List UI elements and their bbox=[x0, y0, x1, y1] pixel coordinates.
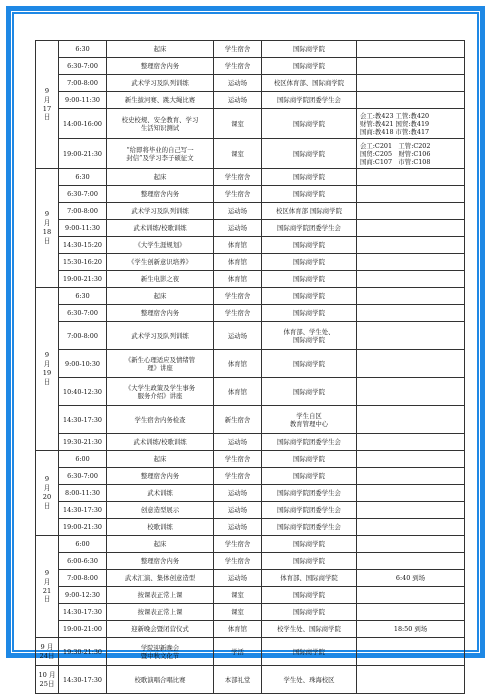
activity-cell: 武术训练/校歌训练 bbox=[107, 434, 214, 451]
table-row bbox=[36, 378, 465, 406]
activity-cell: 《大学生政策及学生事务 服务介绍》讲座 bbox=[107, 378, 214, 406]
time-cell: 6:30-7:00 bbox=[59, 305, 107, 322]
table-row bbox=[36, 203, 465, 220]
note-cell bbox=[357, 468, 465, 485]
table-row bbox=[36, 587, 465, 604]
time-cell: 6:30-7:00 bbox=[59, 468, 107, 485]
note-cell: 6:40 到场 bbox=[357, 570, 465, 587]
schedule-table bbox=[35, 40, 465, 694]
organizer-cell: 体育部、学生处、 国际商学院 bbox=[262, 322, 357, 350]
activity-cell: 《大学生涯规划》 bbox=[107, 237, 214, 254]
venue-cell: 课室 bbox=[214, 604, 262, 621]
organizer-cell: 国际商学院团委学生会 bbox=[262, 220, 357, 237]
time-cell: 14:30-17:30 bbox=[59, 406, 107, 434]
time-cell: 7:00-8:00 bbox=[59, 322, 107, 350]
organizer-cell: 国际商学院 bbox=[262, 254, 357, 271]
table-row bbox=[36, 220, 465, 237]
table-row bbox=[36, 305, 465, 322]
time-cell: 19:30-21:30 bbox=[59, 434, 107, 451]
activity-cell: 整理宿舍内务 bbox=[107, 58, 214, 75]
table-row bbox=[36, 519, 465, 536]
organizer-cell: 国际商学院 bbox=[262, 139, 357, 169]
activity-cell: 武术学习及队列训练 bbox=[107, 322, 214, 350]
time-cell: 7:00-8:00 bbox=[59, 570, 107, 587]
time-cell: 14:30-17:30 bbox=[59, 502, 107, 519]
note-cell bbox=[357, 169, 465, 186]
time-cell: 8:00-11:30 bbox=[59, 485, 107, 502]
time-cell: 7:00-8:00 bbox=[59, 75, 107, 92]
organizer-cell: 国际商学院团委学生会 bbox=[262, 502, 357, 519]
organizer-cell: 国际商学院 bbox=[262, 237, 357, 254]
note-cell bbox=[357, 604, 465, 621]
organizer-cell: 学生处、珠海校区 bbox=[262, 666, 357, 694]
table-row bbox=[36, 288, 465, 305]
activity-cell: 武术学习及队列训练 bbox=[107, 203, 214, 220]
organizer-cell: 国际商学院 bbox=[262, 58, 357, 75]
activity-cell: 学生宿舍内务检查 bbox=[107, 406, 214, 434]
activity-cell: 整理宿舍内务 bbox=[107, 468, 214, 485]
table-row bbox=[36, 638, 465, 666]
activity-cell: “给即将毕业的自己写一 封信”及学习李子硕征文 bbox=[107, 139, 214, 169]
venue-cell: 新生宿舍 bbox=[214, 406, 262, 434]
venue-cell: 学生宿舍 bbox=[214, 536, 262, 553]
time-cell: 19:00-21:30 bbox=[59, 271, 107, 288]
table-row bbox=[36, 75, 465, 92]
time-cell: 19:30-21:30 bbox=[59, 638, 107, 666]
note-cell bbox=[357, 434, 465, 451]
note-cell bbox=[357, 587, 465, 604]
table-row bbox=[36, 186, 465, 203]
time-cell: 10:40-12:30 bbox=[59, 378, 107, 406]
venue-cell: 学生宿舍 bbox=[214, 41, 262, 58]
note-cell bbox=[357, 638, 465, 666]
table-row bbox=[36, 406, 465, 434]
activity-cell: 整理宿舍内务 bbox=[107, 553, 214, 570]
note-cell bbox=[357, 666, 465, 694]
table-row bbox=[36, 322, 465, 350]
note-cell bbox=[357, 92, 465, 109]
venue-cell: 体育馆 bbox=[214, 378, 262, 406]
note-cell bbox=[357, 75, 465, 92]
activity-cell: 《新生心理适应及情绪管 理》讲座 bbox=[107, 350, 214, 378]
note-cell bbox=[357, 406, 465, 434]
organizer-cell: 校学生处、国际商学院 bbox=[262, 621, 357, 638]
time-cell: 9:00-11:30 bbox=[59, 220, 107, 237]
organizer-cell: 国际商学院团委学生会 bbox=[262, 92, 357, 109]
note-cell bbox=[357, 536, 465, 553]
time-cell: 14:30-15:20 bbox=[59, 237, 107, 254]
time-cell: 19:00-21:30 bbox=[59, 139, 107, 169]
organizer-cell: 国际商学院 bbox=[262, 271, 357, 288]
organizer-cell: 国际商学院 bbox=[262, 288, 357, 305]
table-row bbox=[36, 502, 465, 519]
venue-cell: 学生宿舍 bbox=[214, 58, 262, 75]
activity-cell: 起床 bbox=[107, 41, 214, 58]
table-row bbox=[36, 41, 465, 58]
venue-cell: 学生宿舍 bbox=[214, 186, 262, 203]
time-cell: 9:00-12:30 bbox=[59, 587, 107, 604]
time-cell: 15:30-16:20 bbox=[59, 254, 107, 271]
note-cell bbox=[357, 451, 465, 468]
organizer-cell: 国际商学院 bbox=[262, 587, 357, 604]
activity-cell: 新生电影之夜 bbox=[107, 271, 214, 288]
date-cell: 10 月 25日 bbox=[36, 666, 59, 694]
activity-cell: 整理宿舍内务 bbox=[107, 305, 214, 322]
date-cell: 9 月 21 日 bbox=[36, 536, 59, 638]
activity-cell: 武术训练/校歌训练 bbox=[107, 220, 214, 237]
venue-cell: 体育馆 bbox=[214, 621, 262, 638]
time-cell: 19:00-21:30 bbox=[59, 519, 107, 536]
organizer-cell: 国际商学院 bbox=[262, 41, 357, 58]
activity-cell: 起床 bbox=[107, 169, 214, 186]
organizer-cell: 学生自区 教育管理中心 bbox=[262, 406, 357, 434]
organizer-cell: 国际商学院 bbox=[262, 109, 357, 139]
activity-cell: 学院迎新晚会 暨中秋文化节 bbox=[107, 638, 214, 666]
activity-cell: 武术学习及队列训练 bbox=[107, 75, 214, 92]
date-cell: 9 月 18 日 bbox=[36, 169, 59, 288]
schedule-body bbox=[36, 41, 465, 694]
activity-cell: 校歌训练 bbox=[107, 519, 214, 536]
note-cell bbox=[357, 220, 465, 237]
date-cell: 9 月 19 日 bbox=[36, 288, 59, 451]
note-cell: 18:50 到场 bbox=[357, 621, 465, 638]
note-cell bbox=[357, 288, 465, 305]
time-cell: 9:00-11:30 bbox=[59, 92, 107, 109]
table-row bbox=[36, 553, 465, 570]
note-cell bbox=[357, 237, 465, 254]
note-cell bbox=[357, 41, 465, 58]
organizer-cell: 校区体育部 国际商学院 bbox=[262, 203, 357, 220]
time-cell: 14:00-16:00 bbox=[59, 109, 107, 139]
note-cell bbox=[357, 58, 465, 75]
activity-cell: 校史校规、安全教育、学习 生活知识测试 bbox=[107, 109, 214, 139]
organizer-cell: 国际商学院 bbox=[262, 536, 357, 553]
organizer-cell: 国际商学院 bbox=[262, 604, 357, 621]
organizer-cell: 国际商学院 bbox=[262, 451, 357, 468]
venue-cell: 运动场 bbox=[214, 322, 262, 350]
activity-cell: 武术训练 bbox=[107, 485, 214, 502]
table-row bbox=[36, 570, 465, 587]
organizer-cell: 国际商学院团委学生会 bbox=[262, 519, 357, 536]
table-row bbox=[36, 109, 465, 139]
venue-cell: 学生宿舍 bbox=[214, 468, 262, 485]
venue-cell: 学生宿舍 bbox=[214, 169, 262, 186]
venue-cell: 学生宿舍 bbox=[214, 451, 262, 468]
activity-cell: 起床 bbox=[107, 288, 214, 305]
venue-cell: 课室 bbox=[214, 109, 262, 139]
time-cell: 14:30-17:30 bbox=[59, 666, 107, 694]
venue-cell: 学生宿舍 bbox=[214, 305, 262, 322]
venue-cell: 运动场 bbox=[214, 570, 262, 587]
table-row bbox=[36, 169, 465, 186]
time-cell: 6:30 bbox=[59, 41, 107, 58]
activity-cell: 校歌演唱合唱比赛 bbox=[107, 666, 214, 694]
venue-cell: 运动场 bbox=[214, 75, 262, 92]
note-cell bbox=[357, 203, 465, 220]
time-cell: 6:30-7:00 bbox=[59, 58, 107, 75]
table-row bbox=[36, 666, 465, 694]
time-cell: 6:30-7:00 bbox=[59, 186, 107, 203]
note-cell bbox=[357, 254, 465, 271]
time-cell: 9:00-10:30 bbox=[59, 350, 107, 378]
time-cell: 6:00 bbox=[59, 536, 107, 553]
note-cell: 会工:C201 工管:C202 国贸:C205 财管:C106 国商:C107 市管:C108 bbox=[357, 139, 465, 169]
note-cell bbox=[357, 378, 465, 406]
venue-cell: 体育馆 bbox=[214, 237, 262, 254]
table-row bbox=[36, 621, 465, 638]
table-row bbox=[36, 536, 465, 553]
venue-cell: 课室 bbox=[214, 139, 262, 169]
note-cell bbox=[357, 519, 465, 536]
activity-cell: 新生拔河赛、跳大绳比赛 bbox=[107, 92, 214, 109]
organizer-cell: 国际商学院 bbox=[262, 169, 357, 186]
organizer-cell: 校区体育部、国际商学院 bbox=[262, 75, 357, 92]
organizer-cell: 国际商学院 bbox=[262, 350, 357, 378]
note-cell bbox=[357, 485, 465, 502]
venue-cell: 运动场 bbox=[214, 220, 262, 237]
activity-cell: 起床 bbox=[107, 451, 214, 468]
activity-cell: 起床 bbox=[107, 536, 214, 553]
activity-cell: 创意造型展示 bbox=[107, 502, 214, 519]
activity-cell: 武术汇演、集体创意造型 bbox=[107, 570, 214, 587]
date-cell: 9 月 20 日 bbox=[36, 451, 59, 536]
venue-cell: 学生宿舍 bbox=[214, 288, 262, 305]
table-row bbox=[36, 604, 465, 621]
venue-cell: 运动场 bbox=[214, 203, 262, 220]
note-cell bbox=[357, 271, 465, 288]
organizer-cell: 国际商学院 bbox=[262, 553, 357, 570]
table-row bbox=[36, 434, 465, 451]
note-cell bbox=[357, 186, 465, 203]
venue-cell: 学活 bbox=[214, 638, 262, 666]
note-cell: 会工:教423 工管:教420 财管:教421 国贸:教419 国商:教418 市管:教417 bbox=[357, 109, 465, 139]
note-cell bbox=[357, 502, 465, 519]
organizer-cell: 国际商学院 bbox=[262, 378, 357, 406]
activity-cell: 《学生创新意识培养》 bbox=[107, 254, 214, 271]
organizer-cell: 国际商学院 bbox=[262, 186, 357, 203]
organizer-cell: 国际商学院 bbox=[262, 468, 357, 485]
table-row bbox=[36, 468, 465, 485]
table-row bbox=[36, 139, 465, 169]
table-row bbox=[36, 451, 465, 468]
date-cell: 9 月 17 日 bbox=[36, 41, 59, 169]
time-cell: 6:30 bbox=[59, 288, 107, 305]
note-cell bbox=[357, 553, 465, 570]
organizer-cell: 国际商学院 bbox=[262, 305, 357, 322]
note-cell bbox=[357, 305, 465, 322]
table-row bbox=[36, 271, 465, 288]
time-cell: 14:30-17:30 bbox=[59, 604, 107, 621]
venue-cell: 学生宿舍 bbox=[214, 553, 262, 570]
table-row bbox=[36, 254, 465, 271]
venue-cell: 体育馆 bbox=[214, 350, 262, 378]
table-row bbox=[36, 350, 465, 378]
venue-cell: 体育馆 bbox=[214, 254, 262, 271]
venue-cell: 运动场 bbox=[214, 485, 262, 502]
time-cell: 19:00-21:00 bbox=[59, 621, 107, 638]
organizer-cell: 国际商学院团委学生会 bbox=[262, 434, 357, 451]
table-row bbox=[36, 92, 465, 109]
activity-cell: 按课表正常上课 bbox=[107, 587, 214, 604]
venue-cell: 运动场 bbox=[214, 92, 262, 109]
venue-cell: 本部礼堂 bbox=[214, 666, 262, 694]
table-row bbox=[36, 485, 465, 502]
venue-cell: 体育馆 bbox=[214, 271, 262, 288]
note-cell bbox=[357, 350, 465, 378]
activity-cell: 按课表正常上课 bbox=[107, 604, 214, 621]
time-cell: 6:00 bbox=[59, 451, 107, 468]
time-cell: 6:00-6:30 bbox=[59, 553, 107, 570]
activity-cell: 整理宿舍内务 bbox=[107, 186, 214, 203]
organizer-cell: 国际商学院团委学生会 bbox=[262, 485, 357, 502]
organizer-cell: 体育部、国际商学院 bbox=[262, 570, 357, 587]
time-cell: 6:30 bbox=[59, 169, 107, 186]
venue-cell: 课室 bbox=[214, 587, 262, 604]
venue-cell: 运动场 bbox=[214, 502, 262, 519]
table-row bbox=[36, 58, 465, 75]
time-cell: 7:00-8:00 bbox=[59, 203, 107, 220]
organizer-cell: 国际商学院 bbox=[262, 638, 357, 666]
venue-cell: 运动场 bbox=[214, 519, 262, 536]
table-row bbox=[36, 237, 465, 254]
date-cell: 9 月 24日 bbox=[36, 638, 59, 666]
note-cell bbox=[357, 322, 465, 350]
venue-cell: 运动场 bbox=[214, 434, 262, 451]
activity-cell: 迎新晚会暨闭营仪式 bbox=[107, 621, 214, 638]
